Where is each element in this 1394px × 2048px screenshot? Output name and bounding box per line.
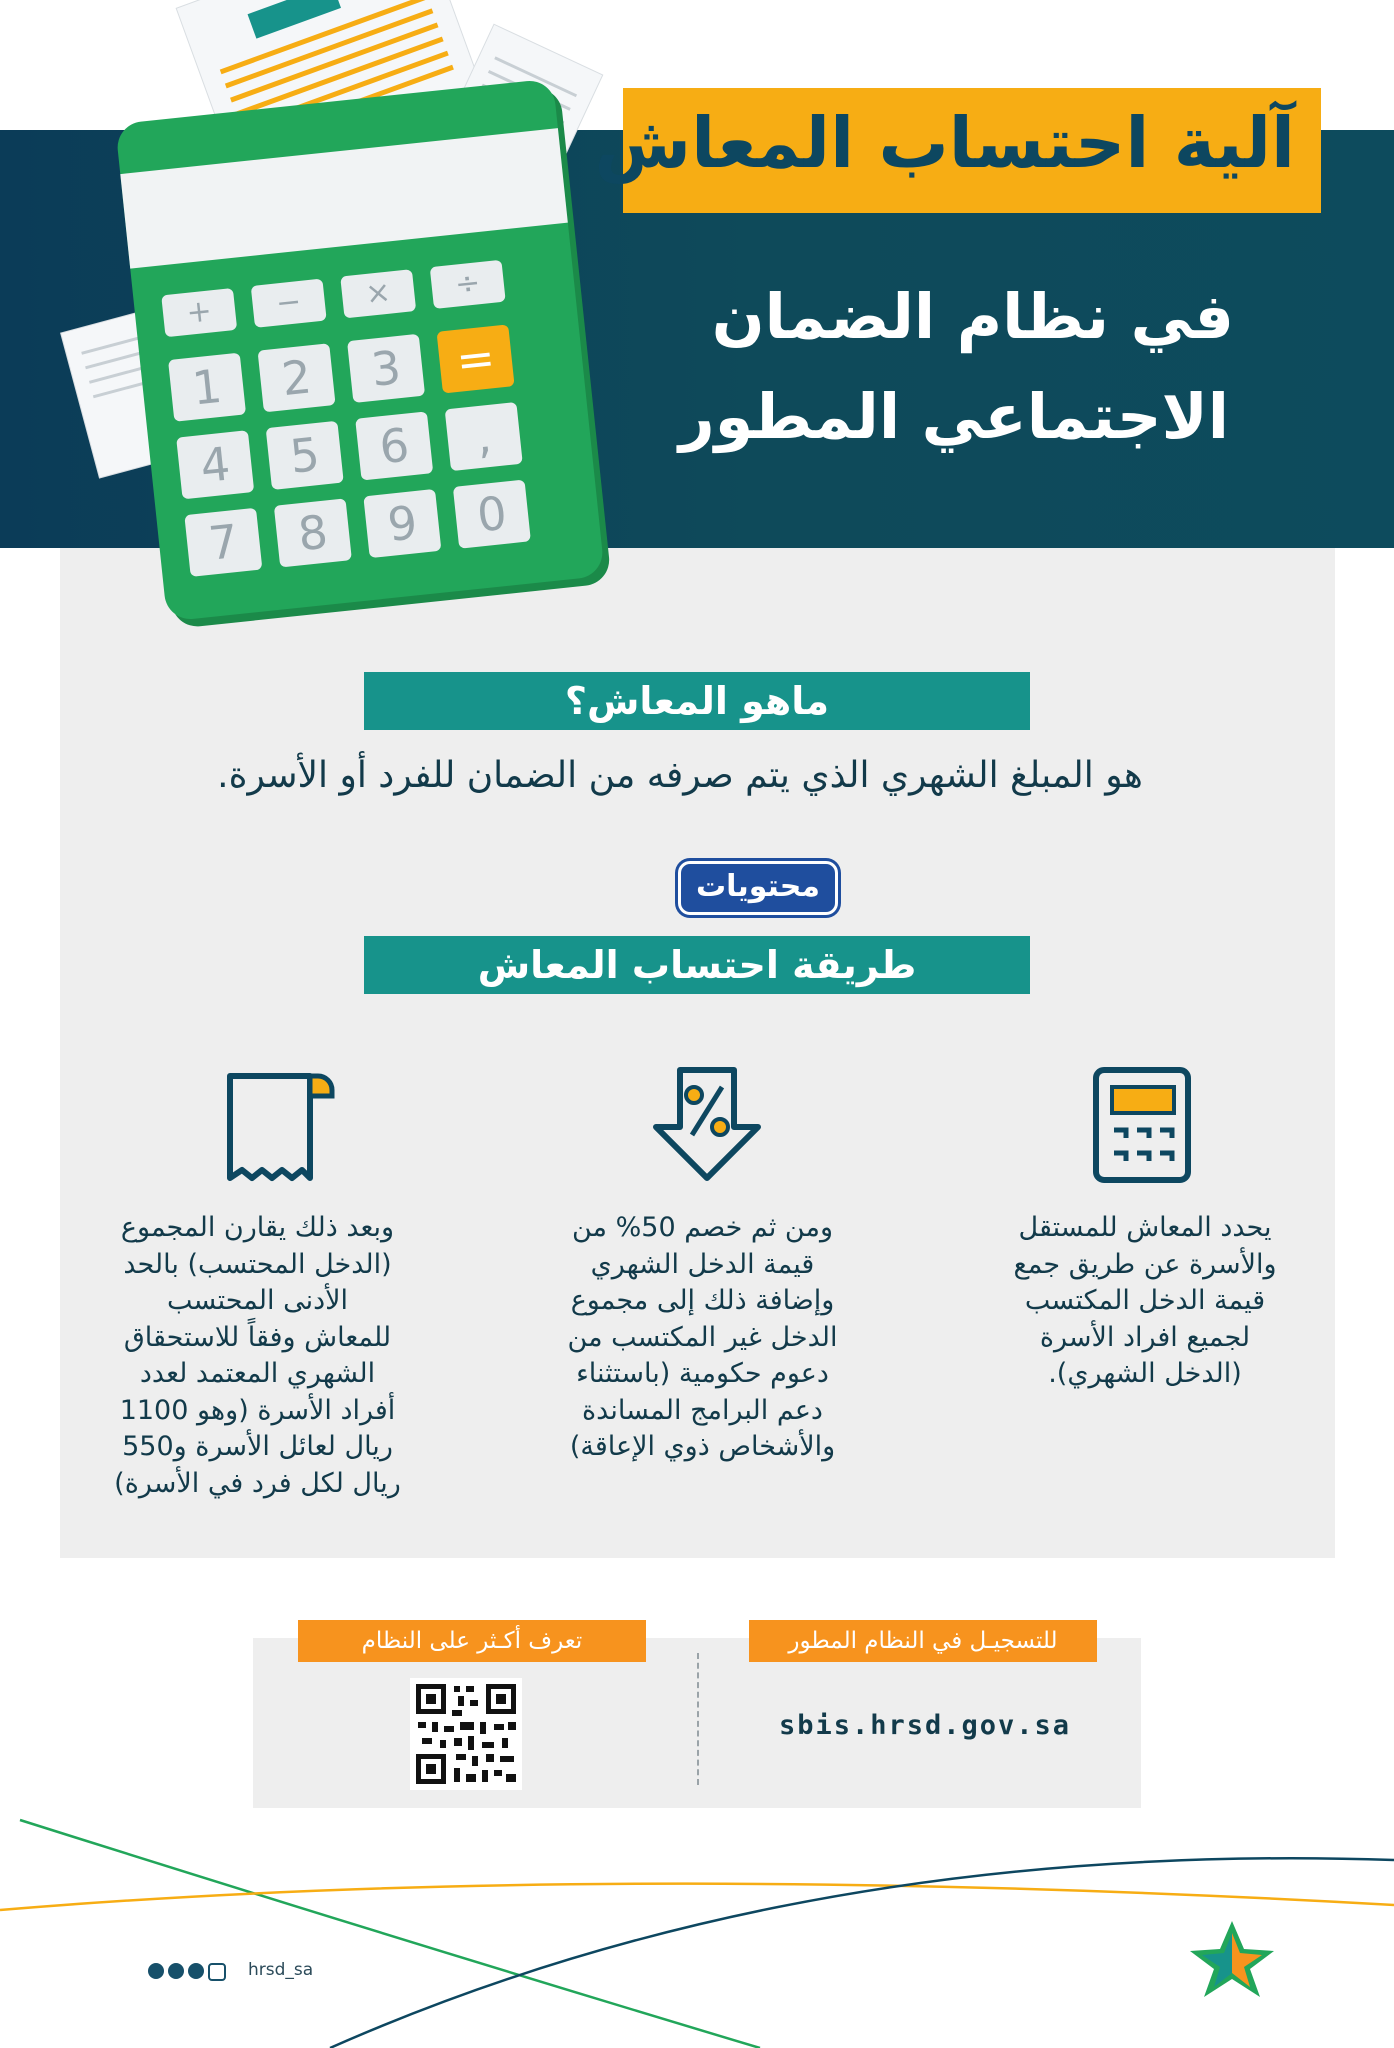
registration-link[interactable]: sbis.hrsd.gov.sa xyxy=(778,1710,1072,1741)
calc-key-equals: = xyxy=(437,324,515,393)
title-banner xyxy=(594,88,1321,213)
calc-key-minus: − xyxy=(251,279,327,328)
learn-more-label: تعرف أكـثر على النظام xyxy=(298,1620,646,1662)
definition-heading: ماهو المعاش؟ xyxy=(364,672,1030,730)
footer-divider xyxy=(697,1653,699,1785)
calc-key-1: 1 xyxy=(168,353,246,422)
calc-key-4: 4 xyxy=(176,430,254,499)
calc-key-5: 5 xyxy=(266,421,344,490)
instagram-icon[interactable] xyxy=(208,1963,226,1981)
qr-code[interactable] xyxy=(410,1678,522,1790)
ministry-logo xyxy=(1182,1915,1282,2000)
receipt-icon xyxy=(222,1068,337,1183)
social-handle: hrsd_sa xyxy=(248,1960,314,1980)
calc-key-divide: ÷ xyxy=(430,260,506,309)
step-1-text: يحدد المعاش للمستقل والأسرة عن طريق جمع قيمة الدخل المكتسب لجميع افراد الأسرة (الدخل الشهري). xyxy=(1013,1212,1277,1389)
watermark-badge: محتويات xyxy=(678,861,838,915)
twitter-icon[interactable] xyxy=(148,1963,164,1979)
calc-key-plus: + xyxy=(161,288,237,337)
step-2-text: ومن ثم خصم 50% من قيمة الدخل الشهري وإضافة ذلك إلى مجموع الدخل غير المكتسب من دعوم حكومية (باستثناء دعم البرامج المساندة والأشخاص ذوي الإعاقة) xyxy=(567,1212,838,1462)
step-3-text: وبعد ذلك يقارن المجموع (الدخل المحتسب) بالحد الأدنى المحتسب للمعاش وفقاً للاستحقاق الشهري المعتمد لعدد أفراد الأسرة (وهو 1100 ريال لعائل الأسرة و550 ريال لكل فرد في الأسرة) xyxy=(114,1212,401,1499)
calc-key-2: 2 xyxy=(258,343,336,412)
calc-key-7: 7 xyxy=(184,508,262,577)
snapchat-icon[interactable] xyxy=(168,1963,184,1979)
calculator-illustration xyxy=(115,78,605,621)
calc-key-0: 0 xyxy=(453,480,531,549)
register-label: للتسجيـل في النظام المطور xyxy=(749,1620,1097,1662)
calc-key-3: 3 xyxy=(347,334,425,403)
calc-key-8: 8 xyxy=(274,498,352,567)
calc-key-comma: , xyxy=(445,402,523,471)
calc-key-multiply: × xyxy=(340,269,416,318)
percent-down-arrow-icon xyxy=(650,1065,765,1185)
facebook-icon[interactable] xyxy=(188,1963,204,1979)
method-heading: طريقة احتساب المعاش xyxy=(364,936,1030,994)
page-title: آلية احتساب المعاش xyxy=(594,102,1295,184)
calc-key-9: 9 xyxy=(363,489,441,558)
calculator-icon xyxy=(1090,1065,1200,1185)
definition-text: هو المبلغ الشهري الذي يتم صرفه من الضمان للفرد أو الأسرة. xyxy=(217,755,1143,796)
calc-key-6: 6 xyxy=(355,411,433,480)
subtitle-line-2: الاجتماعي المطور xyxy=(679,380,1229,453)
subtitle-line-1: في نظام الضمان xyxy=(711,280,1234,353)
